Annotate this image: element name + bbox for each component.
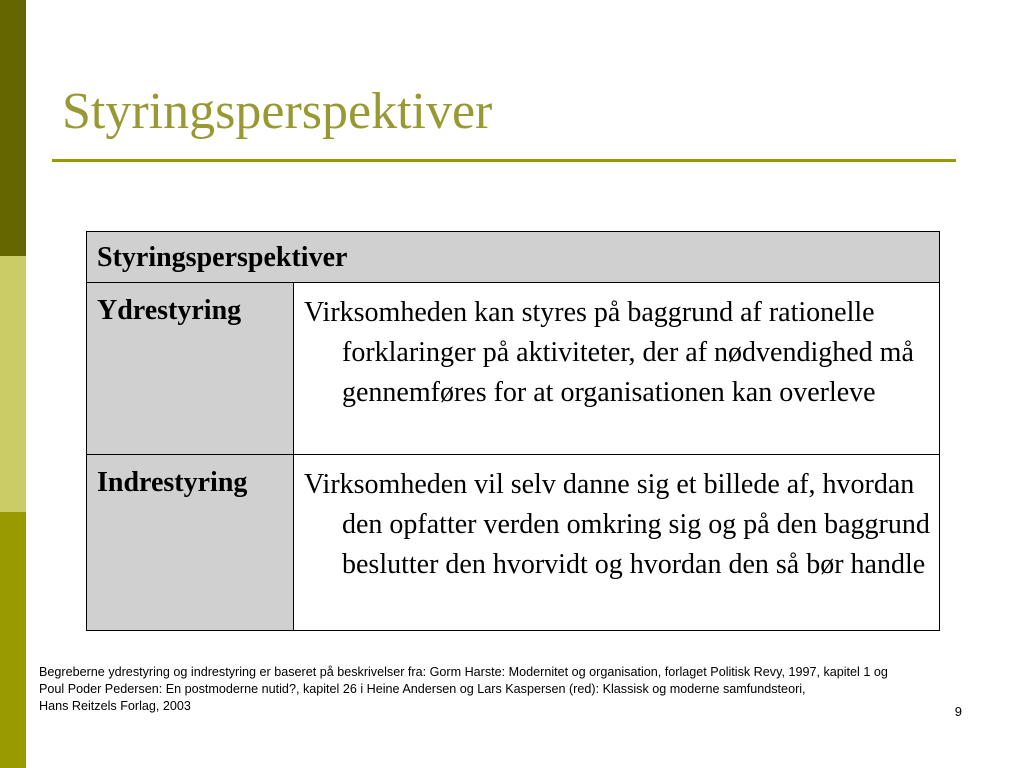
table-row [87, 455, 940, 631]
row-description-ydrestyring [294, 283, 940, 455]
side-bar-bottom [0, 512, 26, 768]
side-bar-middle [0, 256, 26, 512]
row-description-text: Virksomheden vil selv danne sig et billede af, hvordan den opfatter verden omkring sig og på den baggrund beslutter den hvorvidt og hvordan den så bør handle [304, 469, 930, 580]
row-label-indrestyring: Indrestyring [87, 455, 294, 631]
side-bar-top [0, 0, 26, 256]
slide-title: Styringsperspektiver [62, 83, 493, 140]
page-number: 9 [954, 704, 962, 719]
row-label-ydrestyring: Ydrestyring [87, 283, 294, 455]
footnote-line: Begreberne ydrestyring og indrestyring er baseret på beskrivelser fra: Gorm Harste: Modernitet og organisation, forlaget Politisk Revy, 1997, kapitel 1 og [39, 665, 888, 679]
table-header: Styringsperspektiver [87, 232, 940, 283]
title-underline [52, 159, 956, 162]
footnote [39, 664, 1009, 715]
row-description-indrestyring [294, 455, 940, 631]
row-description-text: Virksomheden kan styres på baggrund af rationelle forklaringer på aktiviteter, der af nødvendighed må gennemføres for at organisationen kan overleve [304, 297, 914, 408]
table-header-row [87, 232, 940, 283]
perspectives-table [86, 231, 940, 631]
table-row [87, 283, 940, 455]
footnote-line: Poul Poder Pedersen: En postmoderne nutid?, kapitel 26 i Heine Andersen og Lars Kaspersen (red): Klassisk og moderne samfundsteori, [39, 682, 806, 696]
footnote-line: Hans Reitzels Forlag, 2003 [39, 699, 191, 713]
